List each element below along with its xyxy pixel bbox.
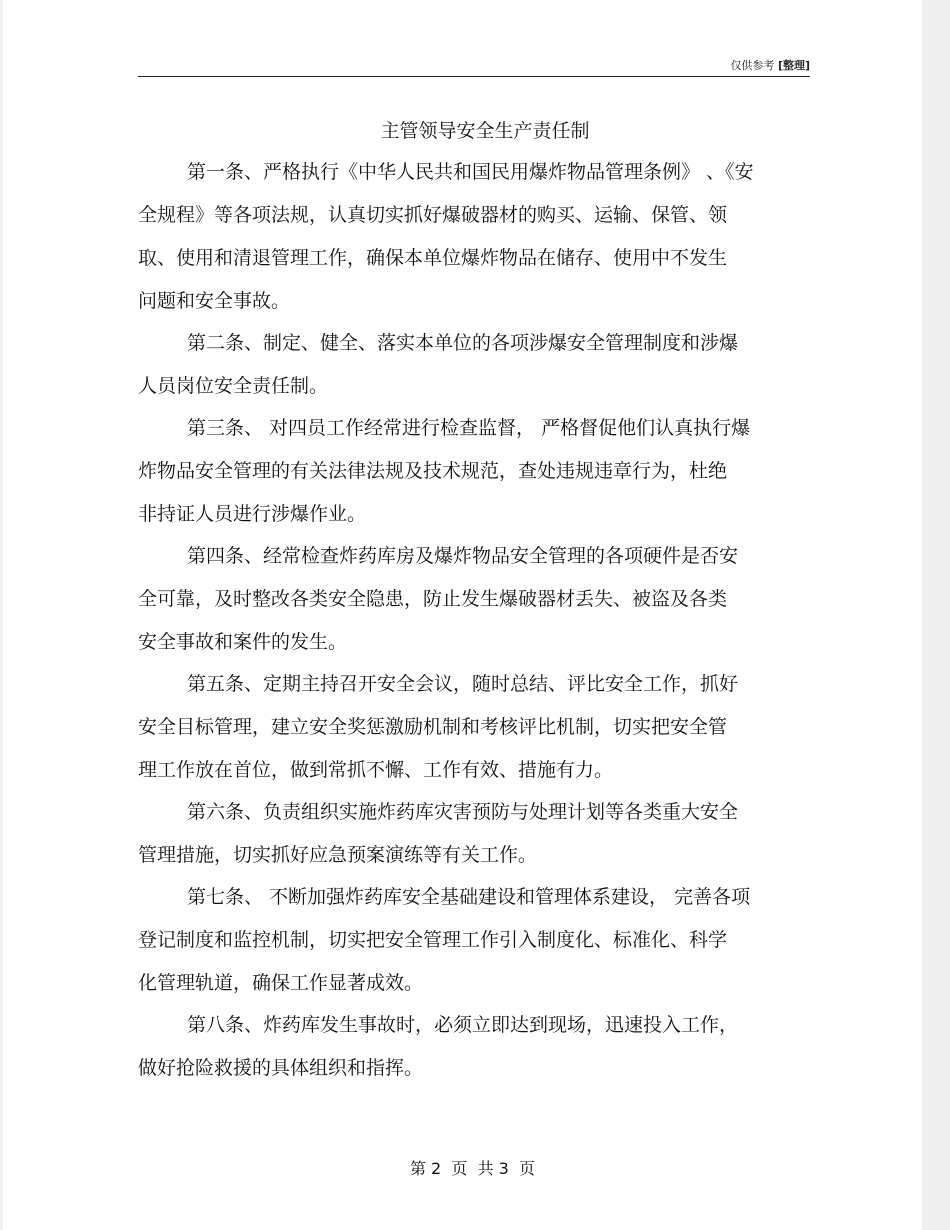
body-line: 非持证人员进行涉爆作业。 (138, 503, 367, 525)
document-title: 主管领导安全生产责任制 (380, 120, 590, 142)
header-tag: [整理] (777, 59, 810, 72)
body-line: 做好抢险救援的具体组织和指挥。 (138, 1057, 424, 1079)
body-line: 安全目标管理，建立安全奖惩激励机制和考核评比机制，切实把安全管 (138, 716, 728, 738)
body-line: 第八条、炸药库发生事故时，必须立即达到现场，迅速投入工作， (187, 1014, 739, 1036)
body-line: 第七条、 不断加强炸药库安全基础建设和管理体系建设， 完善各项 (187, 886, 751, 908)
body-line: 取、使用和清退管理工作，确保本单位爆炸物品在储存、使用中不发生 (138, 247, 728, 269)
body-line: 管理措施，切实抓好应急预案演练等有关工作。 (138, 844, 538, 866)
body-line: 第一条、严格执行《中华人民共和国民用爆炸物品管理条例》 、《安 (187, 161, 754, 183)
body-line: 第六条、负责组织实施炸药库灾害预防与处理计划等各类重大安全 (187, 801, 739, 823)
body-line: 理工作放在首位，做到常抓不懈、工作有效、措施有力。 (138, 759, 614, 781)
body-line: 人员岗位安全责任制。 (138, 375, 329, 397)
body-line: 全可靠，及时整改各类安全隐患，防止发生爆破器材丢失、被盗及各类 (138, 588, 728, 610)
body-line: 第五条、定期主持召开安全会议，随时总结、评比安全工作，抓好 (187, 673, 739, 695)
body-line: 炸物品安全管理的有关法律法规及技术规范，查处违规违章行为，杜绝 (138, 460, 728, 482)
body-line: 第二条、制定、健全、落实本单位的各项涉爆安全管理制度和涉爆 (187, 332, 739, 354)
page-edge-left (0, 0, 3, 1230)
body-line: 第三条、 对四员工作经常进行检查监督， 严格督促他们认真执行爆 (187, 417, 751, 439)
body-line: 登记制度和监控机制，切实把安全管理工作引入制度化、标准化、科学 (138, 929, 728, 951)
body-line: 第四条、经常检查炸药库房及爆炸物品安全管理的各项硬件是否安 (187, 545, 739, 567)
page-header (138, 54, 810, 77)
page-edge-right (922, 0, 950, 1230)
header-note: 仅供参考 (730, 59, 775, 72)
body-line: 问题和安全事故。 (138, 290, 291, 312)
body-line: 安全事故和案件的发生。 (138, 631, 348, 653)
body-line: 全规程》等各项法规，认真切实抓好爆破器材的购买、运输、保管、领 (138, 204, 728, 226)
page-footer: 第 2 页 共 3 页 (409, 1159, 536, 1178)
body-line: 化管理轨道，确保工作显著成效。 (138, 972, 424, 994)
header-text (730, 57, 810, 73)
